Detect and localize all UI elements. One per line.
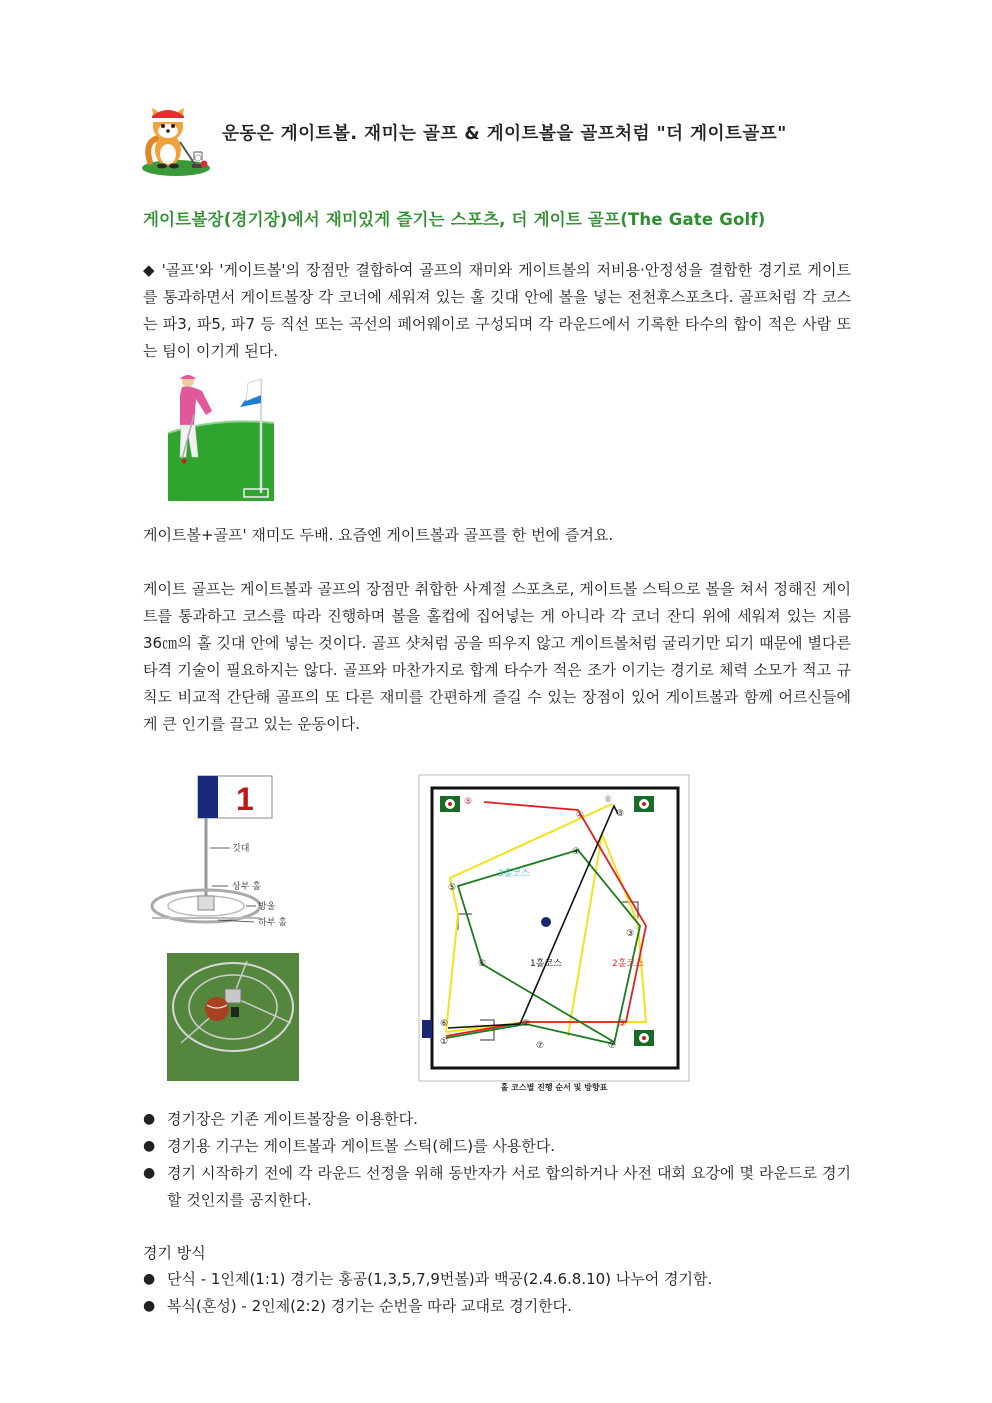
method-list — [143, 1266, 851, 1320]
hole-ring-photo — [167, 953, 299, 1081]
course-point-3b: ③ — [626, 929, 635, 939]
flag-number: 1 — [236, 781, 254, 817]
course-point-7b: ⑦ — [608, 1041, 617, 1051]
course-point-3: ③ — [616, 809, 625, 819]
intro-text: '골프'와 '게이트볼'의 장점만 결합하여 골프의 재미와 게이트볼의 저비용·안정성을 결합한 경기로 게이트를 통과하면서 게이트볼장 각 코너에 세워져 있는 홀 깃대 안에 볼을 넣는 전천후스포츠다. 골프처럼 각 코스는 파3, 파5, 파7 등 직선 또는 곡선의 페어웨이로 구성되며 각 라운드에서 기록한 타수의 합이 적은 사람 또는 팀이 이기게 된다. — [143, 261, 851, 360]
gateball-mascot-icon — [138, 102, 214, 178]
rules-list — [143, 1106, 851, 1214]
tagline-text: 게이트볼+골프' 재미도 두배. 요즘엔 게이트볼과 골프를 한 번에 즐겨요. — [143, 526, 614, 544]
course-label-2: 2홀코스 — [612, 959, 644, 969]
bullet-icon: ● — [143, 1271, 156, 1287]
course-diagram-caption: 홀 코스별 진행 순서 및 방향표 — [500, 1083, 608, 1092]
label-pole: 깃대 — [232, 844, 250, 854]
bullet-icon: ● — [143, 1165, 156, 1181]
course-point-6: ⑥ — [440, 1019, 449, 1029]
course-point-6b: ⑥ — [478, 959, 487, 969]
course-label-3: 3홀코스 — [498, 869, 530, 879]
method-heading: 경기 방식 — [143, 1244, 206, 1262]
course-point-5: ⑤ — [448, 883, 457, 893]
body-paragraph: 게이트 골프는 게이트볼과 골프의 장점만 취합한 사계절 스포츠로, 게이트볼 스틱으로 볼을 쳐서 정해진 게이트를 통과하고 코스를 따라 진행하며 볼을 홀컵에 집어넣는 게 아니라 각 코너 잔디 위에 세워져 있는 지름 36㎝의 홀 깃대 안에 넣는 것이다. 골프 샷처럼 공을 띄우지 않고 게이트볼처럼 굴리기만 되기 때문에 별다른 타격 기술이 필요하지는 않다. 골프와 마찬가지로 합계 타수가 적은 조가 이기는 경기로 체력 소모가 적고 규칙도 비교적 간단해 골프의 또 다른 재미를 간편하게 즐길 수 있는 장점이 있어 게이트볼과 함께 어르신들에게 큰 인기를 끌고 있는 운동이다. — [143, 580, 851, 733]
course-point-2: ② — [522, 1019, 531, 1029]
bullet-icon: ● — [143, 1111, 156, 1127]
hole-flag-diagram — [146, 772, 330, 938]
course-point-8: ⑧ — [604, 795, 613, 805]
list-item: ● 복식(혼성) - 2인제(2:2) 경기는 순번을 따라 교대로 경기한다. — [143, 1293, 851, 1320]
label-upper-hole: 상부 홀 — [232, 882, 261, 892]
bullet-icon: ● — [143, 1298, 156, 1314]
course-point-4: ④ — [572, 847, 581, 857]
list-item: ● 경기용 기구는 게이트볼과 게이트볼 스틱(헤드)를 사용한다. — [143, 1133, 851, 1160]
course-point-4b: ④ — [576, 811, 585, 821]
label-lower-hole: 하부 홀 — [258, 918, 287, 928]
section-subtitle: 게이트볼장(경기장)에서 재미있게 즐기는 스포츠, 더 게이트 골프(The Gate Golf) — [143, 210, 766, 229]
course-label-1: 1홀코스 — [530, 959, 562, 969]
list-item: ● 단식 - 1인제(1:1) 경기는 홍공(1,3,5,7,9번볼)과 백공(2.4.6.8.10) 나누어 경기함. — [143, 1266, 851, 1293]
course-routing-diagram — [418, 774, 690, 1094]
page-title: 운동은 게이트볼. 재미는 골프 & 게이트볼을 골프처럼 "더 게이트골프" — [222, 124, 787, 144]
course-point-5b: ⑤ — [464, 797, 473, 807]
course-point-3c: ③ — [618, 1019, 627, 1029]
label-bell: 방울 — [258, 902, 276, 912]
golfer-illustration — [168, 373, 274, 501]
diamond-bullet-icon: ◆ — [143, 261, 156, 279]
intro-paragraph — [143, 257, 851, 365]
list-item: ● 경기 시작하기 전에 각 라운드 선정을 위해 동반자가 서로 합의하거나 사전 대회 요강에 몇 라운드로 경기할 것인지를 공지한다. — [143, 1160, 851, 1214]
course-point-7: ⑦ — [536, 1041, 545, 1051]
bullet-icon: ● — [143, 1138, 156, 1154]
course-point-1: ① — [440, 1037, 449, 1047]
list-item: ● 경기장은 기존 게이트볼장을 이용한다. — [143, 1106, 851, 1133]
